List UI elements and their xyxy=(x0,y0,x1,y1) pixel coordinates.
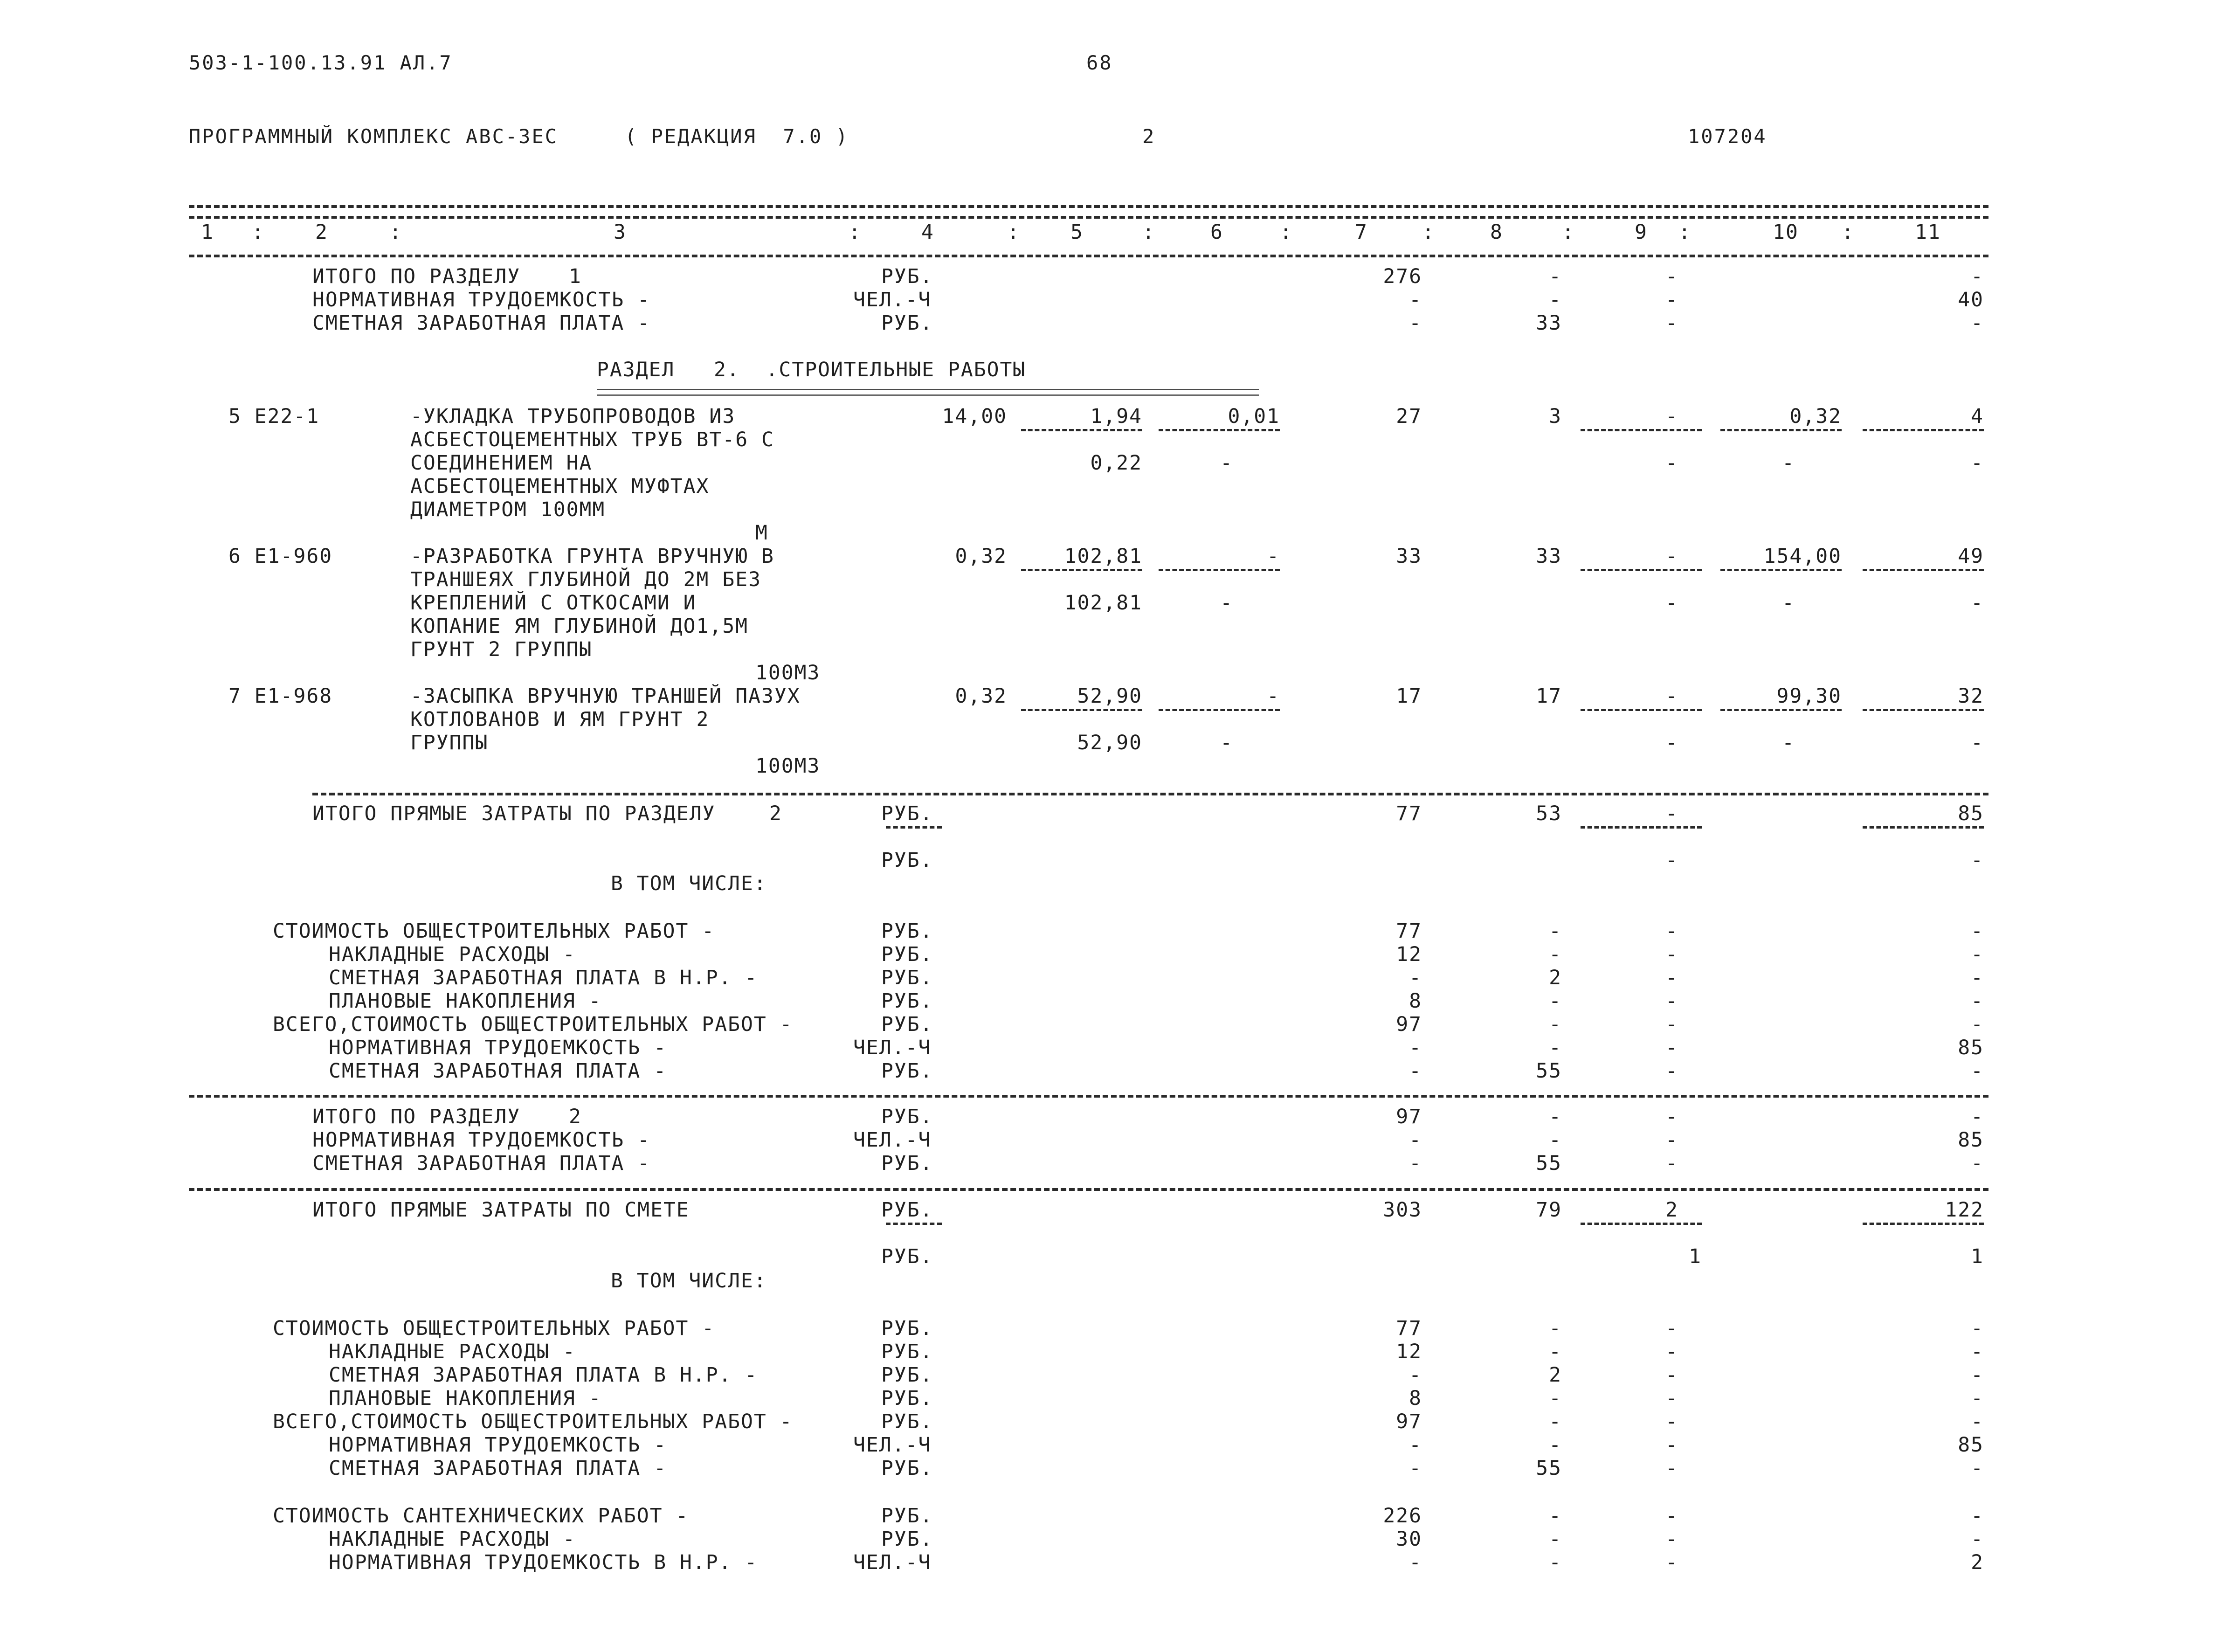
estimate-breakdown-5-c9: - xyxy=(1665,1433,1678,1457)
item-0-description-line: ДИАМЕТРОМ 100ММ xyxy=(410,498,606,521)
s2-total-0-unit: РУБ. xyxy=(881,1105,933,1128)
s1-total-0-c11: - xyxy=(1971,265,1984,288)
s1-total-2-label: СМЕТНАЯ ЗАРАБОТНАЯ ПЛАТА - xyxy=(312,311,651,335)
item-1-quantity: 0,32 xyxy=(955,545,1007,568)
item-2-subline-11 xyxy=(1863,709,1984,711)
estimate-breakdown-0-c7: 77 xyxy=(1396,1317,1422,1340)
item-1-machine: - xyxy=(1665,545,1678,568)
s1-total-1-c8: - xyxy=(1549,288,1562,311)
sanitary-1-c8: - xyxy=(1549,1528,1562,1551)
estimate-breakdown-0-c8: - xyxy=(1549,1317,1562,1340)
section-2-totals-rule xyxy=(189,1095,1988,1098)
estimate-direct-unit: РУБ. xyxy=(881,1198,933,1222)
estimate-direct-c8: 79 xyxy=(1536,1198,1562,1222)
sanitary-1-unit: РУБ. xyxy=(881,1528,933,1551)
item-0-description-line: СОЕДИНЕНИЕМ НА xyxy=(410,451,593,475)
s2-total-2-c7: - xyxy=(1409,1152,1422,1175)
s2-total-0-c7: 97 xyxy=(1396,1105,1422,1128)
column-number-2: 2 xyxy=(315,221,328,244)
item-0-subline-5 xyxy=(1021,429,1142,431)
s1-total-1-label: НОРМАТИВНАЯ ТРУДОЕМКОСТЬ - xyxy=(312,288,651,311)
s2-total-1-label: НОРМАТИВНАЯ ТРУДОЕМКОСТЬ - xyxy=(312,1128,651,1152)
item-0-description-line: АСБЕСТОЦЕМЕНТНЫХ МУФТАХ xyxy=(410,475,710,498)
s2-breakdown-6-c9: - xyxy=(1665,1059,1678,1083)
s2-breakdown-3-c11: - xyxy=(1971,989,1984,1013)
s1-total-0-section-number: 1 xyxy=(569,265,582,288)
s2-breakdown-0-unit: РУБ. xyxy=(881,919,933,943)
estimate-direct-c7: 303 xyxy=(1383,1198,1422,1222)
estimate-breakdown-0-label: СТОИМОСТЬ ОБЩЕСТРОИТЕЛЬНЫХ РАБОТ - xyxy=(273,1317,715,1340)
sheet-number: 2 xyxy=(1142,125,1156,148)
s2-direct-c8: 53 xyxy=(1536,802,1562,825)
s2-breakdown-2-c11: - xyxy=(1971,966,1984,989)
estimate-breakdown-1-c11: - xyxy=(1971,1340,1984,1363)
item-0-total-cost: 27 xyxy=(1396,405,1422,428)
s2-breakdown-1-label: НАКЛАДНЫЕ РАСХОДЫ - xyxy=(329,943,576,966)
estimate-breakdown-2-c9: - xyxy=(1665,1363,1678,1387)
s1-total-0-c8: - xyxy=(1549,265,1562,288)
s2-breakdown-5-c11: 85 xyxy=(1958,1036,1984,1059)
item-0-machine-b: - xyxy=(1665,451,1678,475)
item-0-subline-9 xyxy=(1581,429,1702,431)
estimate-breakdown-0-unit: РУБ. xyxy=(881,1317,933,1340)
s2-total-0-c8: - xyxy=(1549,1105,1562,1128)
s2-total-1-unit: ЧЕЛ.-Ч xyxy=(853,1128,932,1152)
s2-breakdown-3-label: ПЛАНОВЫЕ НАКОПЛЕНИЯ - xyxy=(329,989,602,1013)
s2-breakdown-6-c7: - xyxy=(1409,1059,1422,1083)
program-name: ПРОГРАММНЫЙ КОМПЛЕКС АВС-3ЕС xyxy=(189,125,559,148)
s1-total-2-unit: РУБ. xyxy=(881,311,933,335)
item-0-description-line: АСБЕСТОЦЕМЕНТНЫХ ТРУБ ВТ-6 С xyxy=(410,428,774,451)
estimate-breakdown-2-label: СМЕТНАЯ ЗАРАБОТНАЯ ПЛАТА В Н.Р. - xyxy=(329,1363,758,1387)
s2-breakdown-4-c8: - xyxy=(1549,1013,1562,1036)
column-separator: : xyxy=(1142,221,1155,244)
s2-total-2-unit: РУБ. xyxy=(881,1152,933,1175)
sanitary-1-c7: 30 xyxy=(1396,1528,1422,1551)
s2-total-2-c11: - xyxy=(1971,1152,1984,1175)
s2-direct-c9: - xyxy=(1665,802,1678,825)
item-0-subline-10 xyxy=(1720,429,1842,431)
s2-total-1-c7: - xyxy=(1409,1128,1422,1152)
s2-breakdown-4-c11: - xyxy=(1971,1013,1984,1036)
header-rule-top xyxy=(189,205,1988,208)
column-number-7: 7 xyxy=(1355,221,1368,244)
item-1-subline-6 xyxy=(1159,569,1280,571)
column-separator: : xyxy=(1678,221,1691,244)
column-separator: : xyxy=(1422,221,1435,244)
sanitary-1-label: НАКЛАДНЫЕ РАСХОДЫ - xyxy=(329,1528,576,1551)
estimate-breakdown-5-c7: - xyxy=(1409,1433,1422,1457)
column-number-8: 8 xyxy=(1490,221,1503,244)
item-1-wage: 33 xyxy=(1536,545,1562,568)
s2-breakdown-4-unit: РУБ. xyxy=(881,1013,933,1036)
document-code: 503-1-100.13.91 АЛ.7 xyxy=(189,51,453,74)
item-0-machine-cost: 0,01 xyxy=(1228,405,1280,428)
header-rule-top-2 xyxy=(189,216,1988,219)
item-2-subline-9 xyxy=(1581,709,1702,711)
s1-total-2-c7: - xyxy=(1409,311,1422,335)
sanitary-2-c7: - xyxy=(1409,1551,1422,1574)
s2-breakdown-5-c9: - xyxy=(1665,1036,1678,1059)
item-1-machine-cost: - xyxy=(1267,545,1280,568)
s2-breakdown-2-label: СМЕТНАЯ ЗАРАБОТНАЯ ПЛАТА В Н.Р. - xyxy=(329,966,758,989)
estimate-breakdown-3-c7: 8 xyxy=(1409,1387,1422,1410)
item-2-labor-unit-b: - xyxy=(1782,731,1795,754)
estimate-breakdown-1-c7: 12 xyxy=(1396,1340,1422,1363)
column-separator: : xyxy=(1007,221,1020,244)
estimate-breakdown-3-c9: - xyxy=(1665,1387,1678,1410)
s2-breakdown-3-c8: - xyxy=(1549,989,1562,1013)
estimate-breakdown-4-c9: - xyxy=(1665,1410,1678,1433)
item-2-labor-unit: 99,30 xyxy=(1776,684,1842,708)
s2-direct-c11b: - xyxy=(1971,849,1984,872)
s2-breakdown-0-c9: - xyxy=(1665,919,1678,943)
sanitary-0-label: СТОИМОСТЬ САНТЕХНИЧЕСКИХ РАБОТ - xyxy=(273,1504,689,1528)
s2-total-2-c9: - xyxy=(1665,1152,1678,1175)
item-1-subline-11 xyxy=(1863,569,1984,571)
estimate-direct-unit-underline xyxy=(886,1223,942,1225)
estimate-breakdown-6-label: СМЕТНАЯ ЗАРАБОТНАЯ ПЛАТА - xyxy=(329,1457,667,1480)
item-0-machine: - xyxy=(1665,405,1678,428)
item-1-description-line: КРЕПЛЕНИЙ С ОТКОСАМИ И xyxy=(410,591,697,615)
sanitary-0-c11: - xyxy=(1971,1504,1984,1528)
sanitary-0-c7: 226 xyxy=(1383,1504,1422,1528)
estimate-direct-c11: 122 xyxy=(1945,1198,1984,1222)
s2-breakdown-0-c8: - xyxy=(1549,919,1562,943)
item-0-subline-11 xyxy=(1863,429,1984,431)
s1-total-1-unit: ЧЕЛ.-Ч xyxy=(853,288,932,311)
s2-breakdown-5-c8: - xyxy=(1549,1036,1562,1059)
estimate-breakdown-6-unit: РУБ. xyxy=(881,1457,933,1480)
s2-breakdown-0-c11: - xyxy=(1971,919,1984,943)
s2-total-0-c9: - xyxy=(1665,1105,1678,1128)
s2-including-label: В ТОМ ЧИСЛЕ: xyxy=(611,872,767,895)
estimate-direct-c9: 2 xyxy=(1665,1198,1678,1222)
estimate-breakdown-5-label: НОРМАТИВНАЯ ТРУДОЕМКОСТЬ - xyxy=(329,1433,667,1457)
estimate-breakdown-4-c11: - xyxy=(1971,1410,1984,1433)
sanitary-1-c11: - xyxy=(1971,1528,1984,1551)
s2-breakdown-4-label: ВСЕГО,СТОИМОСТЬ ОБЩЕСТРОИТЕЛЬНЫХ РАБОТ - xyxy=(273,1013,793,1036)
item-2-subline-5 xyxy=(1021,709,1142,711)
estimate-breakdown-3-c8: - xyxy=(1549,1387,1562,1410)
estimate-breakdown-1-label: НАКЛАДНЫЕ РАСХОДЫ - xyxy=(329,1340,576,1363)
s2-breakdown-1-c11: - xyxy=(1971,943,1984,966)
s2-breakdown-6-label: СМЕТНАЯ ЗАРАБОТНАЯ ПЛАТА - xyxy=(329,1059,667,1083)
estimate-breakdown-4-c7: 97 xyxy=(1396,1410,1422,1433)
item-0-number: 5 Е22-1 xyxy=(228,405,320,428)
item-1-subline-5 xyxy=(1021,569,1142,571)
s2-direct-c11: 85 xyxy=(1958,802,1984,825)
s2-breakdown-6-c11: - xyxy=(1971,1059,1984,1083)
page-number: 68 xyxy=(1086,51,1113,74)
s2-total-0-section-number: 2 xyxy=(569,1105,582,1128)
s1-total-1-c7: - xyxy=(1409,288,1422,311)
item-0-unit-cost: 1,94 xyxy=(1090,405,1142,428)
estimate-breakdown-1-c8: - xyxy=(1549,1340,1562,1363)
s2-direct-unit: РУБ. xyxy=(881,802,933,825)
s1-total-2-c8: 33 xyxy=(1536,311,1562,335)
s2-breakdown-1-c8: - xyxy=(1549,943,1562,966)
estimate-breakdown-3-label: ПЛАНОВЫЕ НАКОПЛЕНИЯ - xyxy=(329,1387,602,1410)
s2-breakdown-0-c7: 77 xyxy=(1396,919,1422,943)
item-1-subline-10 xyxy=(1720,569,1842,571)
sanitary-2-c11: 2 xyxy=(1971,1551,1984,1574)
item-2-wage: 17 xyxy=(1536,684,1562,708)
s2-direct-subline-11 xyxy=(1863,826,1984,829)
item-0-labor-total: 4 xyxy=(1971,405,1984,428)
item-1-machine-b: - xyxy=(1665,591,1678,615)
s1-total-0-c9: - xyxy=(1665,265,1678,288)
column-number-1: 1 xyxy=(201,221,214,244)
estimate-breakdown-6-c9: - xyxy=(1665,1457,1678,1480)
column-separator: : xyxy=(252,221,265,244)
column-number-11: 11 xyxy=(1915,221,1941,244)
estimate-breakdown-4-label: ВСЕГО,СТОИМОСТЬ ОБЩЕСТРОИТЕЛЬНЫХ РАБОТ - xyxy=(273,1410,793,1433)
sanitary-1-c9: - xyxy=(1665,1528,1678,1551)
s2-breakdown-2-c7: - xyxy=(1409,966,1422,989)
s2-breakdown-5-c7: - xyxy=(1409,1036,1422,1059)
item-2-description-line: -ЗАСЫПКА ВРУЧНУЮ ТРАНШЕЙ ПАЗУХ xyxy=(410,684,801,708)
estimate-breakdown-1-unit: РУБ. xyxy=(881,1340,933,1363)
s2-total-2-c8: 55 xyxy=(1536,1152,1562,1175)
item-2-unit: 100М3 xyxy=(755,754,821,778)
column-number-10: 10 xyxy=(1773,221,1799,244)
s2-total-0-label: ИТОГО ПО РАЗДЕЛУ xyxy=(312,1105,521,1128)
s2-total-0-c11: - xyxy=(1971,1105,1984,1128)
column-separator: : xyxy=(849,221,862,244)
item-1-unit-wage: 102,81 xyxy=(1064,591,1142,615)
item-0-description-line: -УКЛАДКА ТРУБОПРОВОДОВ ИЗ xyxy=(410,405,736,428)
item-2-total-cost: 17 xyxy=(1396,684,1422,708)
sanitary-0-c9: - xyxy=(1665,1504,1678,1528)
header-rule-bottom xyxy=(189,255,1988,257)
estimate-direct-c11b: 1 xyxy=(1971,1245,1984,1268)
section-title-underline-2 xyxy=(597,394,1259,396)
item-2-machine-wage: - xyxy=(1220,731,1233,754)
item-0-quantity: 14,00 xyxy=(942,405,1007,428)
estimate-breakdown-3-unit: РУБ. xyxy=(881,1387,933,1410)
s2-total-1-c11: 85 xyxy=(1958,1128,1984,1152)
estimate-breakdown-6-c7: - xyxy=(1409,1457,1422,1480)
item-2-unit-wage: 52,90 xyxy=(1077,731,1142,754)
item-2-machine-b: - xyxy=(1665,731,1678,754)
column-separator: : xyxy=(1842,221,1855,244)
section-2-direct-rule xyxy=(312,793,1988,795)
estimate-breakdown-5-c8: - xyxy=(1549,1433,1562,1457)
item-2-machine: - xyxy=(1665,684,1678,708)
item-2-machine-cost: - xyxy=(1267,684,1280,708)
item-0-labor-unit: 0,32 xyxy=(1789,405,1842,428)
section-2-title: РАЗДЕЛ 2. .СТРОИТЕЛЬНЫЕ РАБОТЫ xyxy=(597,358,1026,381)
estimate-direct-rule xyxy=(189,1188,1988,1191)
s2-breakdown-5-unit: ЧЕЛ.-Ч xyxy=(853,1036,932,1059)
column-number-4: 4 xyxy=(921,221,934,244)
item-1-description-line: -РАЗРАБОТКА ГРУНТА ВРУЧНУЮ В xyxy=(410,545,774,568)
column-number-3: 3 xyxy=(614,221,627,244)
column-separator: : xyxy=(1280,221,1293,244)
item-0-machine-wage: - xyxy=(1220,451,1233,475)
s2-breakdown-1-unit: РУБ. xyxy=(881,943,933,966)
s2-direct-unit-underline xyxy=(886,826,942,829)
s2-breakdown-2-c8: 2 xyxy=(1549,966,1562,989)
item-1-labor-unit-b: - xyxy=(1782,591,1795,615)
estimate-breakdown-0-c11: - xyxy=(1971,1317,1984,1340)
s1-total-0-unit: РУБ. xyxy=(881,265,933,288)
column-number-6: 6 xyxy=(1210,221,1223,244)
s2-direct-c9b: - xyxy=(1665,849,1678,872)
item-0-labor-unit-b: - xyxy=(1782,451,1795,475)
estimate-breakdown-2-c11: - xyxy=(1971,1363,1984,1387)
s2-direct-label: ИТОГО ПРЯМЫЕ ЗАТРАТЫ ПО РАЗДЕЛУ xyxy=(312,802,716,825)
sanitary-2-unit: ЧЕЛ.-Ч xyxy=(853,1551,932,1574)
estimate-breakdown-5-c11: 85 xyxy=(1958,1433,1984,1457)
item-2-description-line: КОТЛОВАНОВ И ЯМ ГРУНТ 2 xyxy=(410,708,710,731)
column-number-5: 5 xyxy=(1070,221,1084,244)
item-1-unit-cost: 102,81 xyxy=(1064,545,1142,568)
s2-breakdown-3-c7: 8 xyxy=(1409,989,1422,1013)
s2-breakdown-5-label: НОРМАТИВНАЯ ТРУДОЕМКОСТЬ - xyxy=(329,1036,667,1059)
item-1-labor-unit: 154,00 xyxy=(1763,545,1842,568)
s2-breakdown-6-unit: РУБ. xyxy=(881,1059,933,1083)
section-title-underline xyxy=(597,389,1259,391)
item-0-subline-6 xyxy=(1159,429,1280,431)
s1-total-1-c11: 40 xyxy=(1958,288,1984,311)
program-edition: ( РЕДАКЦИЯ 7.0 ) xyxy=(625,125,849,148)
column-separator: : xyxy=(1562,221,1575,244)
s2-breakdown-1-c7: 12 xyxy=(1396,943,1422,966)
item-0-labor-total-b: - xyxy=(1971,451,1984,475)
s2-direct-section-number: 2 xyxy=(769,802,782,825)
s2-breakdown-4-c9: - xyxy=(1665,1013,1678,1036)
estimate-direct-c9b: 1 xyxy=(1689,1245,1702,1268)
column-separator: : xyxy=(389,221,402,244)
estimate-breakdown-2-unit: РУБ. xyxy=(881,1363,933,1387)
item-1-machine-wage: - xyxy=(1220,591,1233,615)
estimate-breakdown-2-c7: - xyxy=(1409,1363,1422,1387)
s2-total-1-c8: - xyxy=(1549,1128,1562,1152)
s2-breakdown-1-c9: - xyxy=(1665,943,1678,966)
sanitary-0-c8: - xyxy=(1549,1504,1562,1528)
s2-breakdown-2-c9: - xyxy=(1665,966,1678,989)
item-1-subline-9 xyxy=(1581,569,1702,571)
estimate-breakdown-2-c8: 2 xyxy=(1549,1363,1562,1387)
s2-total-1-c9: - xyxy=(1665,1128,1678,1152)
s2-breakdown-2-unit: РУБ. xyxy=(881,966,933,989)
item-0-unit: М xyxy=(755,521,768,545)
item-1-description-line: КОПАНИЕ ЯМ ГЛУБИНОЙ ДО1,5М xyxy=(410,615,749,638)
s2-total-2-label: СМЕТНАЯ ЗАРАБОТНАЯ ПЛАТА - xyxy=(312,1152,651,1175)
item-2-description-line: ГРУППЫ xyxy=(410,731,489,754)
item-1-description-line: ТРАНШЕЯХ ГЛУБИНОЙ ДО 2М БЕЗ xyxy=(410,568,761,591)
sanitary-2-label: НОРМАТИВНАЯ ТРУДОЕМКОСТЬ В Н.Р. - xyxy=(329,1551,758,1574)
item-1-labor-total-b: - xyxy=(1971,591,1984,615)
item-0-wage: 3 xyxy=(1549,405,1562,428)
estimate-breakdown-4-c8: - xyxy=(1549,1410,1562,1433)
s1-total-0-label: ИТОГО ПО РАЗДЕЛУ xyxy=(312,265,521,288)
item-1-number: 6 Е1-960 xyxy=(228,545,333,568)
sanitary-2-c8: - xyxy=(1549,1551,1562,1574)
estimate-breakdown-1-c9: - xyxy=(1665,1340,1678,1363)
s2-breakdown-3-c9: - xyxy=(1665,989,1678,1013)
s2-breakdown-3-unit: РУБ. xyxy=(881,989,933,1013)
estimate-breakdown-3-c11: - xyxy=(1971,1387,1984,1410)
s2-direct-unit-2: РУБ. xyxy=(881,849,933,872)
s2-direct-subline-9 xyxy=(1581,826,1702,829)
estimate-direct-unit-2: РУБ. xyxy=(881,1245,933,1268)
item-1-description-line: ГРУНТ 2 ГРУППЫ xyxy=(410,638,593,661)
item-2-labor-total: 32 xyxy=(1958,684,1984,708)
s1-total-2-c9: - xyxy=(1665,311,1678,335)
item-2-number: 7 Е1-968 xyxy=(228,684,333,708)
estimate-direct-label: ИТОГО ПРЯМЫЕ ЗАТРАТЫ ПО СМЕТЕ xyxy=(312,1198,690,1222)
item-0-unit-wage: 0,22 xyxy=(1090,451,1142,475)
s1-total-1-c9: - xyxy=(1665,288,1678,311)
sanitary-2-c9: - xyxy=(1665,1551,1678,1574)
estimate-including-label: В ТОМ ЧИСЛЕ: xyxy=(611,1269,767,1293)
estimate-breakdown-5-unit: ЧЕЛ.-Ч xyxy=(853,1433,932,1457)
s2-direct-c7: 77 xyxy=(1396,802,1422,825)
item-2-unit-cost: 52,90 xyxy=(1077,684,1142,708)
item-1-total-cost: 33 xyxy=(1396,545,1422,568)
s2-breakdown-4-c7: 97 xyxy=(1396,1013,1422,1036)
item-2-subline-6 xyxy=(1159,709,1280,711)
document-number: 107204 xyxy=(1688,125,1767,148)
s2-breakdown-6-c8: 55 xyxy=(1536,1059,1562,1083)
estimate-breakdown-6-c11: - xyxy=(1971,1457,1984,1480)
s1-total-2-c11: - xyxy=(1971,311,1984,335)
column-number-9: 9 xyxy=(1635,221,1648,244)
item-2-quantity: 0,32 xyxy=(955,684,1007,708)
item-2-labor-total-b: - xyxy=(1971,731,1984,754)
item-1-unit: 100М3 xyxy=(755,661,821,684)
estimate-breakdown-4-unit: РУБ. xyxy=(881,1410,933,1433)
estimate-breakdown-0-c9: - xyxy=(1665,1317,1678,1340)
item-1-labor-total: 49 xyxy=(1958,545,1984,568)
sanitary-0-unit: РУБ. xyxy=(881,1504,933,1528)
item-2-subline-10 xyxy=(1720,709,1842,711)
estimate-breakdown-6-c8: 55 xyxy=(1536,1457,1562,1480)
s1-total-0-c7: 276 xyxy=(1383,265,1422,288)
estimate-direct-subline-11 xyxy=(1863,1223,1984,1225)
estimate-direct-subline-9 xyxy=(1581,1223,1702,1225)
s2-breakdown-0-label: СТОИМОСТЬ ОБЩЕСТРОИТЕЛЬНЫХ РАБОТ - xyxy=(273,919,715,943)
